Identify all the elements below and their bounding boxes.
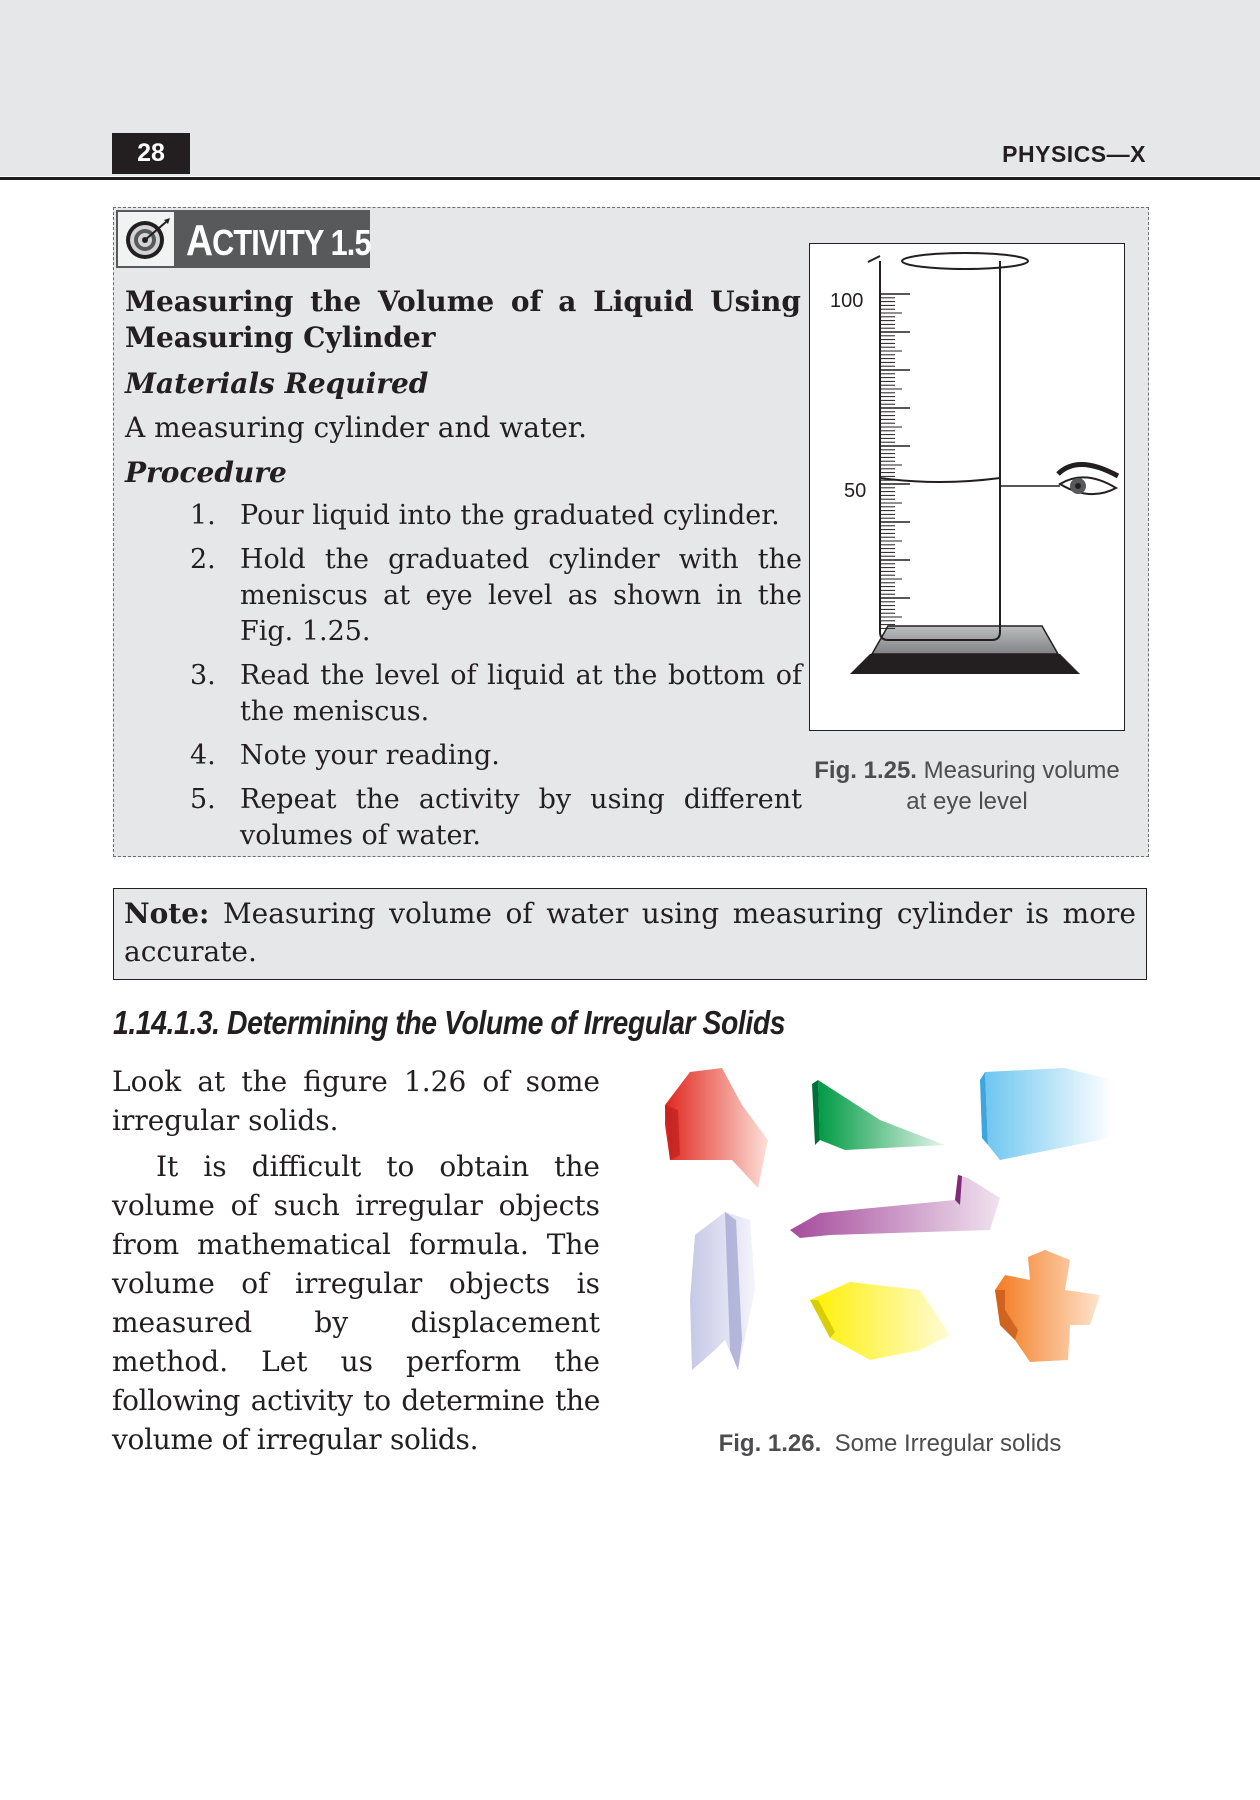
fig-1-25-caption: Fig. 1.25. Measuring volume at eye level: [814, 757, 1120, 815]
page-header: [0, 133, 1260, 180]
book-title: PHYSICS—X: [1002, 141, 1146, 167]
note-text: Measuring volume of water using measuring cylinder is more accurate.: [124, 897, 1136, 968]
materials-heading: Materials Required: [125, 367, 429, 400]
yellow-solid: [810, 1282, 950, 1360]
materials-text: A measuring cylinder and water.: [125, 411, 587, 444]
scale-label-100: 100: [830, 290, 864, 312]
activity-title: Measuring the Volume of a Liquid Using Measuring Cylinder: [125, 285, 801, 354]
procedure-step: 5. Repeat the activity by using different volumes of water.: [190, 784, 802, 851]
green-solid: [818, 1080, 945, 1150]
paragraph-displacement-end: following activity to determine the volume of irregular solids.: [112, 1384, 600, 1456]
paragraph-intro: Look at the figure 1.26 of some irregular solids.: [112, 1065, 600, 1137]
note-label: Note:: [124, 897, 210, 930]
page-number: 28: [112, 133, 190, 174]
paragraph-displacement: It is difficult to obtain the volume of such irregular objects from mathematical formula. The volume of irregular objects is measured by displacement method. Let us perform the: [112, 1150, 600, 1378]
note-box: [113, 888, 1147, 980]
procedure-heading: Procedure: [125, 456, 287, 489]
orange-solid: [995, 1250, 1100, 1362]
eye-icon: [1058, 464, 1118, 494]
section-heading: 1.14.1.3. Determining the Volume of Irregular Solids: [113, 1004, 786, 1041]
procedure-step: 2. Hold the graduated cylinder with the meniscus at eye level as shown in the Fig. 1.25.: [190, 544, 802, 647]
measuring-cylinder-figure: [809, 243, 1125, 731]
blue-solid: [985, 1068, 1112, 1160]
activity-badge: [116, 210, 370, 268]
fig-1-26-caption: Fig. 1.26. Some Irregular solids: [718, 1430, 1062, 1457]
activity-label: ACTIVITY 1.5: [186, 216, 371, 265]
measuring-cylinder-illustration: [810, 244, 1123, 729]
red-solid: [665, 1068, 768, 1188]
procedure-step: 1. Pour liquid into the graduated cylinder.: [190, 500, 780, 531]
procedure-steps: [154, 498, 802, 862]
dartboard-icon: [118, 212, 174, 266]
procedure-step: 4. Note your reading.: [190, 740, 500, 771]
scale-label-50: 50: [844, 480, 867, 502]
purple-solid: [790, 1175, 1000, 1238]
lavender-solid: [690, 1212, 755, 1370]
graduation-scale: [880, 294, 910, 632]
irregular-solids-figure: [650, 1050, 1120, 1420]
procedure-step: 3. Read the level of liquid at the bottom of the meniscus.: [190, 660, 802, 727]
